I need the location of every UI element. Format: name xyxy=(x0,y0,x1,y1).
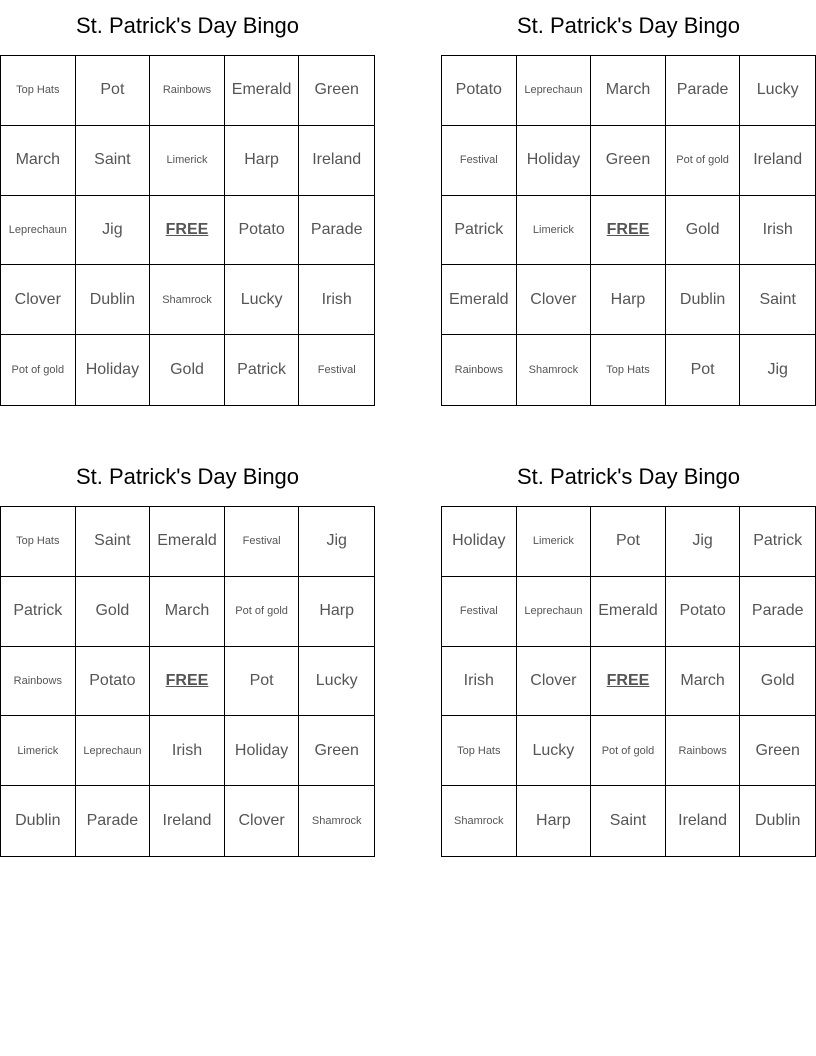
bingo-cell: Shamrock xyxy=(311,815,362,828)
bingo-cell: Gold xyxy=(76,577,151,647)
bingo-cell: Parade xyxy=(76,786,151,856)
card-title: St. Patrick's Day Bingo xyxy=(75,13,300,38)
bingo-cell: Gold xyxy=(666,196,741,266)
bingo-cell: Ireland xyxy=(740,126,815,196)
bingo-cell: Harp xyxy=(225,126,300,196)
bingo-cell: March xyxy=(591,56,666,126)
bingo-cell: Pot xyxy=(225,647,300,717)
bingo-cell: Green xyxy=(299,716,374,786)
bingo-cell: Patrick xyxy=(442,196,517,266)
bingo-cell: Festival xyxy=(225,507,300,577)
bingo-cell: Top Hats xyxy=(1,56,76,126)
bingo-cell: Ireland xyxy=(150,786,225,856)
bingo-cell: Emerald xyxy=(591,577,666,647)
bingo-cell: Limerick xyxy=(517,507,592,577)
bingo-cell: Irish xyxy=(442,647,517,717)
bingo-grid xyxy=(441,55,816,406)
bingo-cell: Lucky xyxy=(740,56,815,126)
bingo-cell: Pot xyxy=(591,507,666,577)
bingo-cell: Clover xyxy=(517,647,592,717)
bingo-cell: Clover xyxy=(225,786,300,856)
bingo-grid xyxy=(0,506,375,857)
bingo-cell: March xyxy=(150,577,225,647)
bingo-cell: March xyxy=(666,647,741,717)
bingo-cell: Festival xyxy=(442,577,517,647)
bingo-cell: Clover xyxy=(517,265,592,335)
bingo-cell: Irish xyxy=(299,265,374,335)
bingo-cell: Saint xyxy=(740,265,815,335)
bingo-cell: Parade xyxy=(740,577,815,647)
bingo-cell: Emerald xyxy=(442,265,517,335)
bingo-cell: Pot of gold xyxy=(666,126,741,196)
bingo-cell: Holiday xyxy=(225,716,300,786)
bingo-cell: Gold xyxy=(150,335,225,405)
bingo-cell: Patrick xyxy=(1,577,76,647)
free-space-cell: FREE xyxy=(591,647,666,717)
bingo-cell: Top Hats xyxy=(442,716,517,786)
card-title: St. Patrick's Day Bingo xyxy=(516,464,741,489)
bingo-cell: Harp xyxy=(299,577,374,647)
bingo-cell: Dublin xyxy=(666,265,741,335)
bingo-grid xyxy=(441,506,816,857)
bingo-cell: Dublin xyxy=(755,812,801,830)
free-space-cell: FREE xyxy=(591,196,666,266)
bingo-cell: Emerald xyxy=(150,507,225,577)
bingo-cell: Rainbows xyxy=(1,647,76,717)
bingo-cell: Emerald xyxy=(225,56,300,126)
bingo-cell: Lucky xyxy=(517,716,592,786)
bingo-cell: March xyxy=(1,126,76,196)
bingo-grid xyxy=(0,55,375,406)
bingo-cell: Limerick xyxy=(517,196,592,266)
bingo-cell: Pot of gold xyxy=(591,716,666,786)
bingo-cell: Potato xyxy=(442,56,517,126)
bingo-cell: Patrick xyxy=(225,335,300,405)
bingo-cell: Parade xyxy=(299,196,374,266)
bingo-cell: Harp xyxy=(591,265,666,335)
bingo-cell: Patrick xyxy=(740,507,815,577)
bingo-cell: Ireland xyxy=(299,126,374,196)
bingo-cell: Jig xyxy=(666,507,741,577)
bingo-cell: Potato xyxy=(225,196,300,266)
bingo-cell: Ireland xyxy=(666,786,741,856)
bingo-cell: Green xyxy=(299,56,374,126)
bingo-cell: Saint xyxy=(76,507,151,577)
bingo-cell: Shamrock xyxy=(442,786,517,856)
bingo-card-4 xyxy=(441,451,816,861)
bingo-cell: Leprechaun xyxy=(76,716,151,786)
bingo-cell: Lucky xyxy=(225,265,300,335)
bingo-cell: Green xyxy=(591,126,666,196)
bingo-cell: Limerick xyxy=(150,126,225,196)
bingo-cell: Holiday xyxy=(517,126,592,196)
card-title: St. Patrick's Day Bingo xyxy=(75,464,300,489)
bingo-cell: Jig xyxy=(76,196,151,266)
bingo-cell: Potato xyxy=(666,577,741,647)
bingo-cell: Saint xyxy=(591,786,666,856)
bingo-cell: Leprechaun xyxy=(517,56,592,126)
bingo-cell: Dublin xyxy=(76,265,151,335)
bingo-cell: Irish xyxy=(740,196,815,266)
bingo-cell: Pot of gold xyxy=(1,335,76,405)
bingo-cell: Top Hats xyxy=(591,335,666,405)
bingo-card-3 xyxy=(0,451,375,861)
bingo-cell: Rainbows xyxy=(150,56,225,126)
bingo-cell: Lucky xyxy=(299,647,374,717)
bingo-cell: Parade xyxy=(666,56,741,126)
bingo-cell: Leprechaun xyxy=(517,577,592,647)
bingo-card-2 xyxy=(441,0,816,410)
bingo-cell: Festival xyxy=(317,364,356,377)
card-title: St. Patrick's Day Bingo xyxy=(516,13,741,38)
bingo-cell: Clover xyxy=(1,265,76,335)
bingo-cell: Top Hats xyxy=(1,507,76,577)
bingo-cell: Rainbows xyxy=(666,716,741,786)
bingo-cell: Harp xyxy=(517,786,592,856)
bingo-cell: Holiday xyxy=(76,335,151,405)
bingo-cell: Potato xyxy=(76,647,151,717)
bingo-cell: Jig xyxy=(767,361,788,379)
bingo-cell: Jig xyxy=(299,507,374,577)
free-space-cell: FREE xyxy=(150,196,225,266)
bingo-cell: Rainbows xyxy=(442,335,517,405)
bingo-cell: Irish xyxy=(150,716,225,786)
bingo-cell: Green xyxy=(740,716,815,786)
bingo-cell: Shamrock xyxy=(517,335,592,405)
bingo-cell: Pot of gold xyxy=(225,577,300,647)
bingo-card-1 xyxy=(0,0,375,410)
bingo-cell: Leprechaun xyxy=(1,196,76,266)
bingo-cell: Dublin xyxy=(1,786,76,856)
bingo-cell: Pot xyxy=(666,335,741,405)
bingo-cell: Shamrock xyxy=(150,265,225,335)
bingo-cell: Saint xyxy=(76,126,151,196)
bingo-cell: Limerick xyxy=(1,716,76,786)
bingo-cell: Pot xyxy=(76,56,151,126)
bingo-cell: Holiday xyxy=(442,507,517,577)
free-space-cell: FREE xyxy=(150,647,225,717)
bingo-cell: Gold xyxy=(740,647,815,717)
bingo-cell: Festival xyxy=(442,126,517,196)
